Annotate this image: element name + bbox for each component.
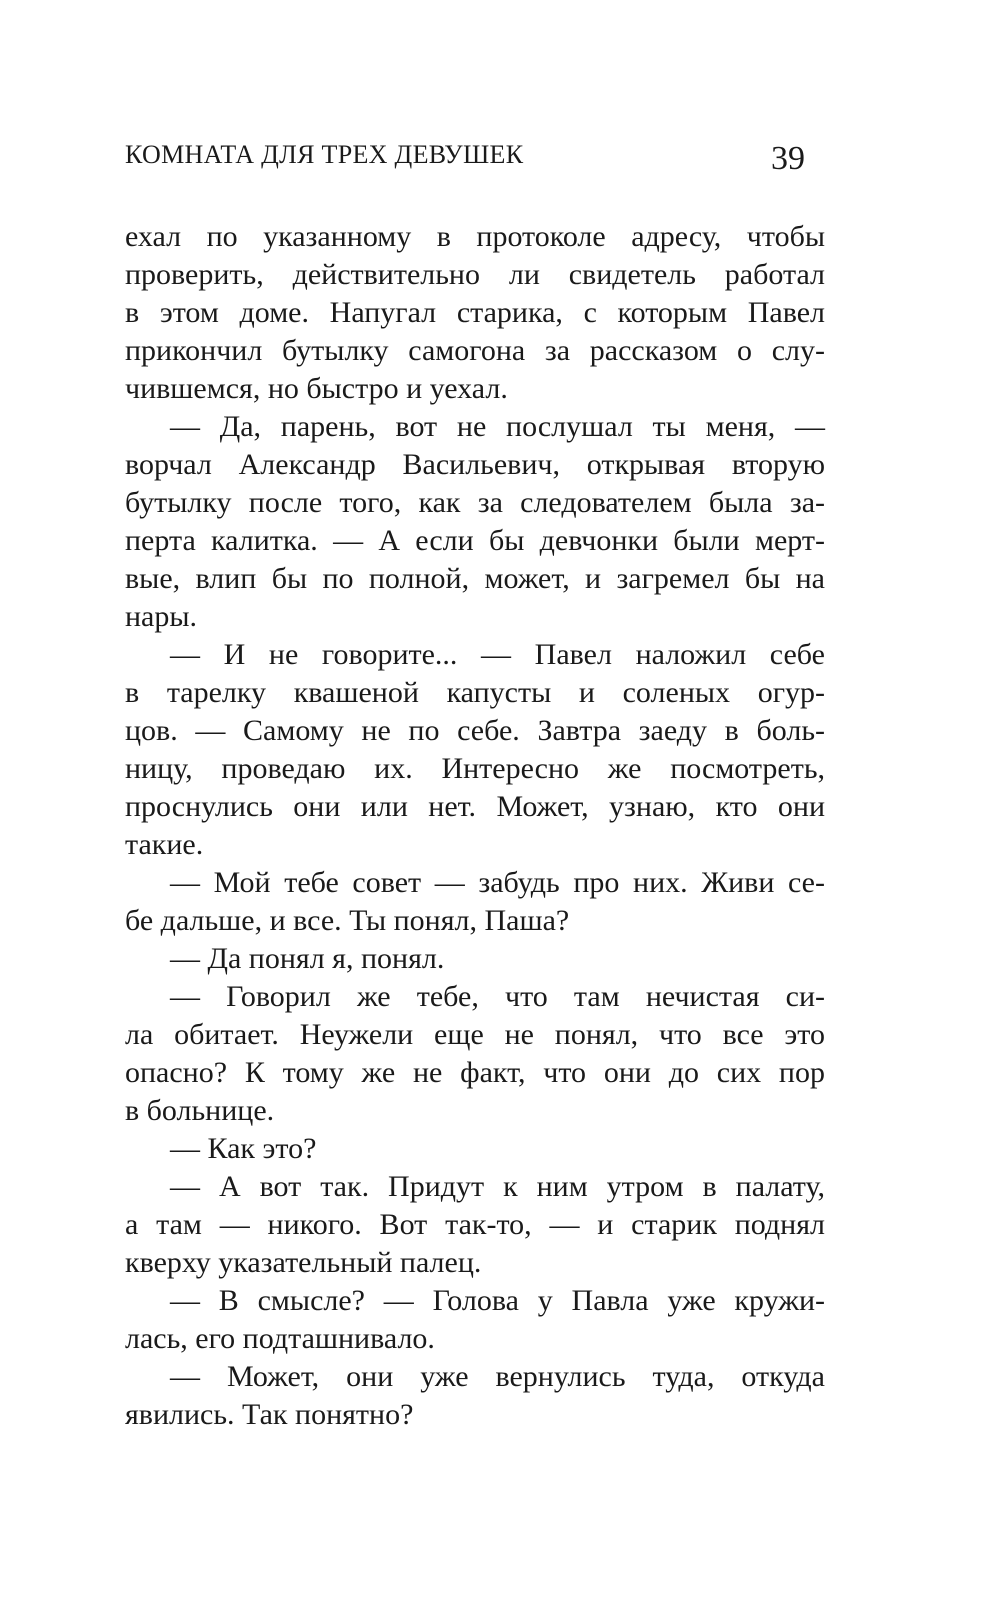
text-line: лась, его подташнивало.: [125, 1322, 435, 1355]
text-line: ворчал Александр Васильевич, открывая вторую: [125, 448, 825, 481]
text-line: — И не говорите... — Павел наложил себе: [170, 638, 825, 671]
text-line: — Как это?: [170, 1132, 317, 1165]
text-line: нары.: [125, 600, 198, 633]
text-line: опасно? К тому же не факт, что они до сих пор: [125, 1056, 825, 1089]
text-line: — Да, парень, вот не послушал ты меня, —: [170, 410, 825, 443]
text-line: — Может, они уже вернулись туда, откуда: [170, 1360, 825, 1393]
text-line: такие.: [125, 828, 204, 861]
text-line: в тарелку квашеной капусты и соленых огур-: [125, 676, 825, 709]
text-line: — Говорил же тебе, что там нечистая си-: [170, 980, 825, 1013]
page-number: 39: [771, 140, 805, 177]
text-line: — В смысле? — Голова у Павла уже кружи-: [170, 1284, 825, 1317]
text-line: в этом доме. Напугал старика, с которым Павел: [125, 296, 825, 329]
text-line: явились. Так понятно?: [125, 1398, 414, 1431]
text-line: а там — никого. Вот так-то, — и старик поднял: [125, 1208, 825, 1241]
running-title: КОМНАТА ДЛЯ ТРЕХ ДЕВУШЕК: [125, 140, 524, 169]
text-line: чившемся, но быстро и уехал.: [125, 372, 508, 405]
text-line: — А вот так. Придут к ним утром в палату,: [170, 1170, 825, 1203]
text-line: проверить, действительно ли свидетель работал: [125, 258, 825, 291]
text-line: бе дальше, и все. Ты понял, Паша?: [125, 904, 570, 937]
text-line: прикончил бутылку самогона за рассказом о слу-: [125, 334, 825, 367]
text-line: цов. — Самому не по себе. Завтра заеду в боль-: [125, 714, 825, 747]
text-line: ехал по указанному в протоколе адресу, чтобы: [125, 220, 825, 253]
text-line: проснулись они или нет. Может, узнаю, кто они: [125, 790, 825, 823]
text-line: ницу, проведаю их. Интересно же посмотреть,: [125, 752, 825, 785]
text-line: кверху указательный палец.: [125, 1246, 482, 1279]
text-line: ла обитает. Неужели еще не понял, что все это: [125, 1018, 825, 1051]
text-line: бутылку после того, как за следователем была за-: [125, 486, 825, 519]
text-line: — Мой тебе совет — забудь про них. Живи се-: [170, 866, 825, 899]
text-line: в больнице.: [125, 1094, 275, 1127]
text-line: — Да понял я, понял.: [170, 942, 445, 975]
text-line: вые, влип бы по полной, может, и загремел бы на: [125, 562, 825, 595]
text-line: перта калитка. — А если бы девчонки были мерт-: [125, 524, 825, 557]
body-text: [125, 218, 825, 1434]
